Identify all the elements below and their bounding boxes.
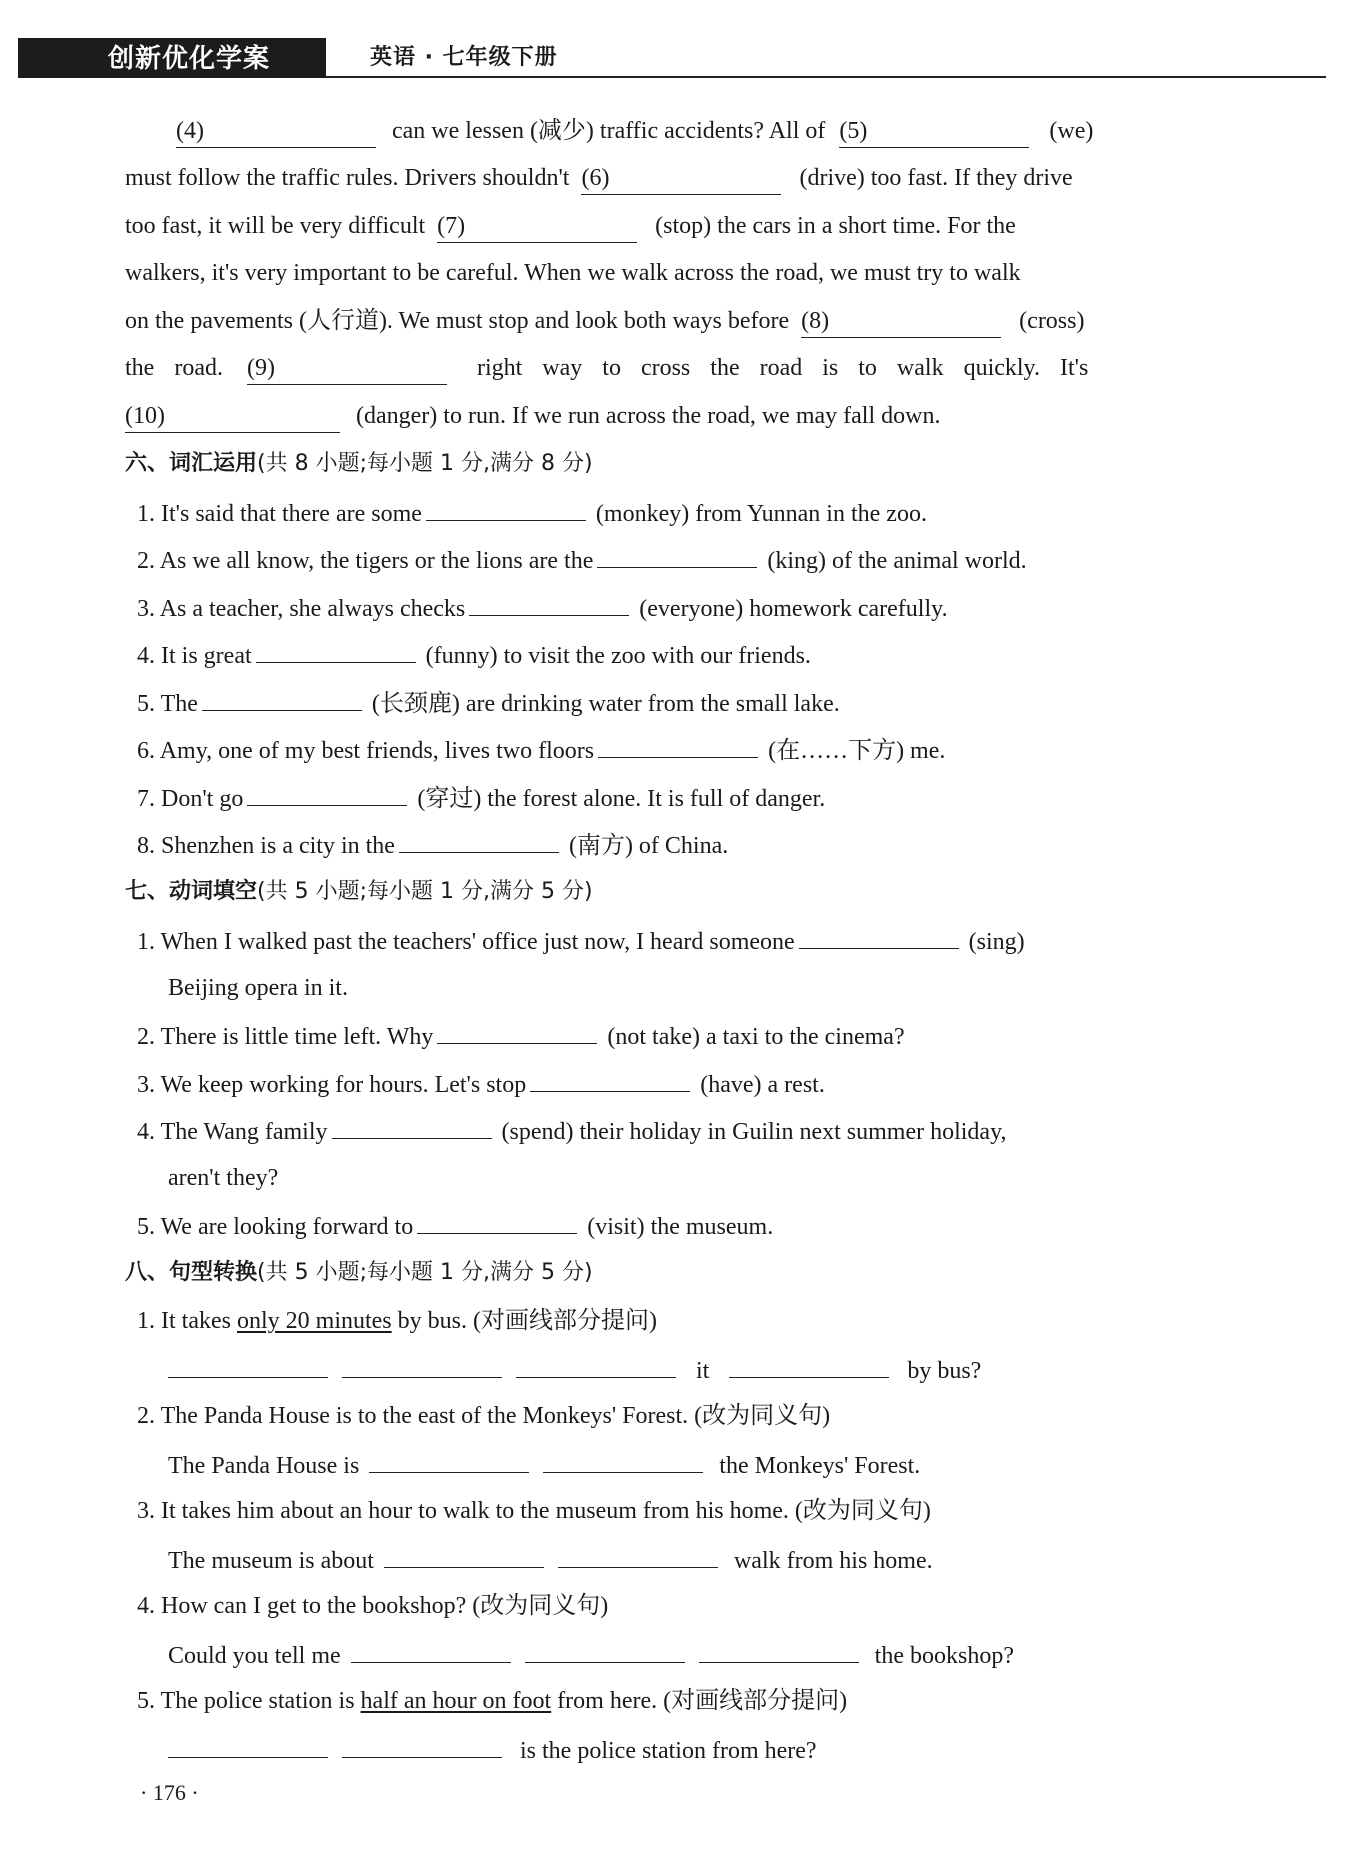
- answer-blank[interactable]: [417, 1209, 577, 1234]
- passage-line-2: must follow the traffic rules. Drivers shouldn't (6) (drive) too fast. If they drive: [125, 162, 1073, 195]
- answer-blank[interactable]: [699, 1638, 859, 1663]
- answer-blank[interactable]: [598, 733, 758, 758]
- brand-title: 创新优化学案: [108, 44, 271, 74]
- s8-item-1-answer: it by bus?: [168, 1353, 981, 1387]
- subject-title: 英语 · 七年级下册: [370, 45, 558, 70]
- passage-line-6: the road. (9) right way to cross the road is to walk quickly. It's: [125, 352, 1088, 385]
- answer-blank[interactable]: [342, 1733, 502, 1758]
- underlined-phrase: only 20 minutes: [236, 1308, 392, 1334]
- blank-4[interactable]: (4): [176, 115, 376, 148]
- s6-item-4: 4. It is great (funny) to visit the zoo with our friends.: [137, 638, 811, 672]
- passage-line-4: walkers, it's very important to be careful. When we walk across the road, we must try to walk: [125, 260, 1021, 286]
- s7-item-1-cont: Beijing opera in it.: [168, 975, 348, 1001]
- answer-blank[interactable]: [168, 1353, 328, 1378]
- s6-item-8: 8. Shenzhen is a city in the (南方) of China.: [137, 828, 728, 862]
- s6-item-1: 1. It's said that there are some (monkey) from Yunnan in the zoo.: [137, 496, 927, 530]
- brand-banner: [18, 38, 326, 78]
- s7-item-4-cont: aren't they?: [168, 1165, 279, 1191]
- answer-blank[interactable]: [342, 1353, 502, 1378]
- s6-item-7: 7. Don't go (穿过) the forest alone. It is full of danger.: [137, 781, 825, 815]
- passage-line-3: too fast, it will be very difficult (7) (stop) the cars in a short time. For the: [125, 210, 1016, 243]
- answer-blank[interactable]: [799, 924, 959, 949]
- blank-10[interactable]: (10): [125, 400, 340, 433]
- s6-item-3: 3. As a teacher, she always checks (everyone) homework carefully.: [137, 591, 948, 625]
- s8-item-1: 1. It takes only 20 minutes by bus. (对画线部分提问): [137, 1308, 657, 1334]
- page-header: [18, 38, 1328, 80]
- s8-item-2-answer: The Panda House is the Monkeys' Forest.: [168, 1448, 920, 1482]
- answer-blank[interactable]: [558, 1543, 718, 1568]
- answer-blank[interactable]: [426, 496, 586, 521]
- section-7-heading: 七、动词填空(共 5 小题;每小题 1 分,满分 5 分): [125, 879, 593, 904]
- answer-blank[interactable]: [202, 686, 362, 711]
- answer-blank[interactable]: [469, 591, 629, 616]
- s7-item-4: 4. The Wang family (spend) their holiday in Guilin next summer holiday,: [137, 1114, 1007, 1148]
- answer-blank[interactable]: [369, 1448, 529, 1473]
- blank-8[interactable]: (8): [801, 305, 1001, 338]
- answer-blank[interactable]: [597, 543, 757, 568]
- section-6-heading: 六、词汇运用(共 8 小题;每小题 1 分,满分 8 分): [125, 451, 593, 476]
- s8-item-4-answer: Could you tell me the bookshop?: [168, 1638, 1014, 1672]
- s6-item-2: 2. As we all know, the tigers or the lions are the (king) of the animal world.: [137, 543, 1027, 577]
- answer-blank[interactable]: [525, 1638, 685, 1663]
- answer-blank[interactable]: [247, 781, 407, 806]
- s8-item-3-answer: The museum is about walk from his home.: [168, 1543, 933, 1577]
- s8-item-4: 4. How can I get to the bookshop? (改为同义句): [137, 1593, 609, 1619]
- answer-blank[interactable]: [351, 1638, 511, 1663]
- s7-item-5: 5. We are looking forward to (visit) the museum.: [137, 1209, 773, 1243]
- blank-7[interactable]: (7): [437, 210, 637, 243]
- passage-line-7: (10) (danger) to run. If we run across the road, we may fall down.: [125, 400, 940, 433]
- answer-blank[interactable]: [168, 1733, 328, 1758]
- answer-blank[interactable]: [729, 1353, 889, 1378]
- s7-item-1: 1. When I walked past the teachers' office just now, I heard someone (sing): [137, 924, 1025, 958]
- s6-item-6: 6. Amy, one of my best friends, lives two floors (在……下方) me.: [137, 733, 945, 767]
- blank-5[interactable]: (5): [839, 115, 1029, 148]
- blank-9[interactable]: (9): [247, 352, 447, 385]
- header-rule: [326, 76, 1326, 78]
- blank-6[interactable]: (6): [581, 162, 781, 195]
- page-number: · 176 ·: [140, 1780, 199, 1805]
- answer-blank[interactable]: [530, 1067, 690, 1092]
- s7-item-2: 2. There is little time left. Why (not take) a taxi to the cinema?: [137, 1019, 905, 1053]
- s6-item-5: 5. The (长颈鹿) are drinking water from the small lake.: [137, 686, 840, 720]
- underlined-phrase: half an hour on foot: [360, 1688, 552, 1714]
- answer-blank[interactable]: [516, 1353, 676, 1378]
- s8-item-2: 2. The Panda House is to the east of the Monkeys' Forest. (改为同义句): [137, 1403, 831, 1429]
- answer-blank[interactable]: [543, 1448, 703, 1473]
- answer-blank[interactable]: [332, 1114, 492, 1139]
- answer-blank[interactable]: [384, 1543, 544, 1568]
- section-8-heading: 八、句型转换(共 5 小题;每小题 1 分,满分 5 分): [125, 1260, 593, 1285]
- s8-item-5-answer: is the police station from here?: [168, 1733, 817, 1767]
- s7-item-3: 3. We keep working for hours. Let's stop (have) a rest.: [137, 1067, 825, 1101]
- answer-blank[interactable]: [256, 638, 416, 663]
- passage-line-1: (4) can we lessen (减少) traffic accidents? All of (5) (we): [176, 115, 1093, 148]
- s8-item-5: 5. The police station is half an hour on foot from here. (对画线部分提问): [137, 1688, 848, 1714]
- answer-blank[interactable]: [399, 828, 559, 853]
- passage-line-5: on the pavements (人行道). We must stop and look both ways before (8) (cross): [125, 305, 1084, 338]
- s8-item-3: 3. It takes him about an hour to walk to the museum from his home. (改为同义句): [137, 1498, 931, 1524]
- answer-blank[interactable]: [437, 1019, 597, 1044]
